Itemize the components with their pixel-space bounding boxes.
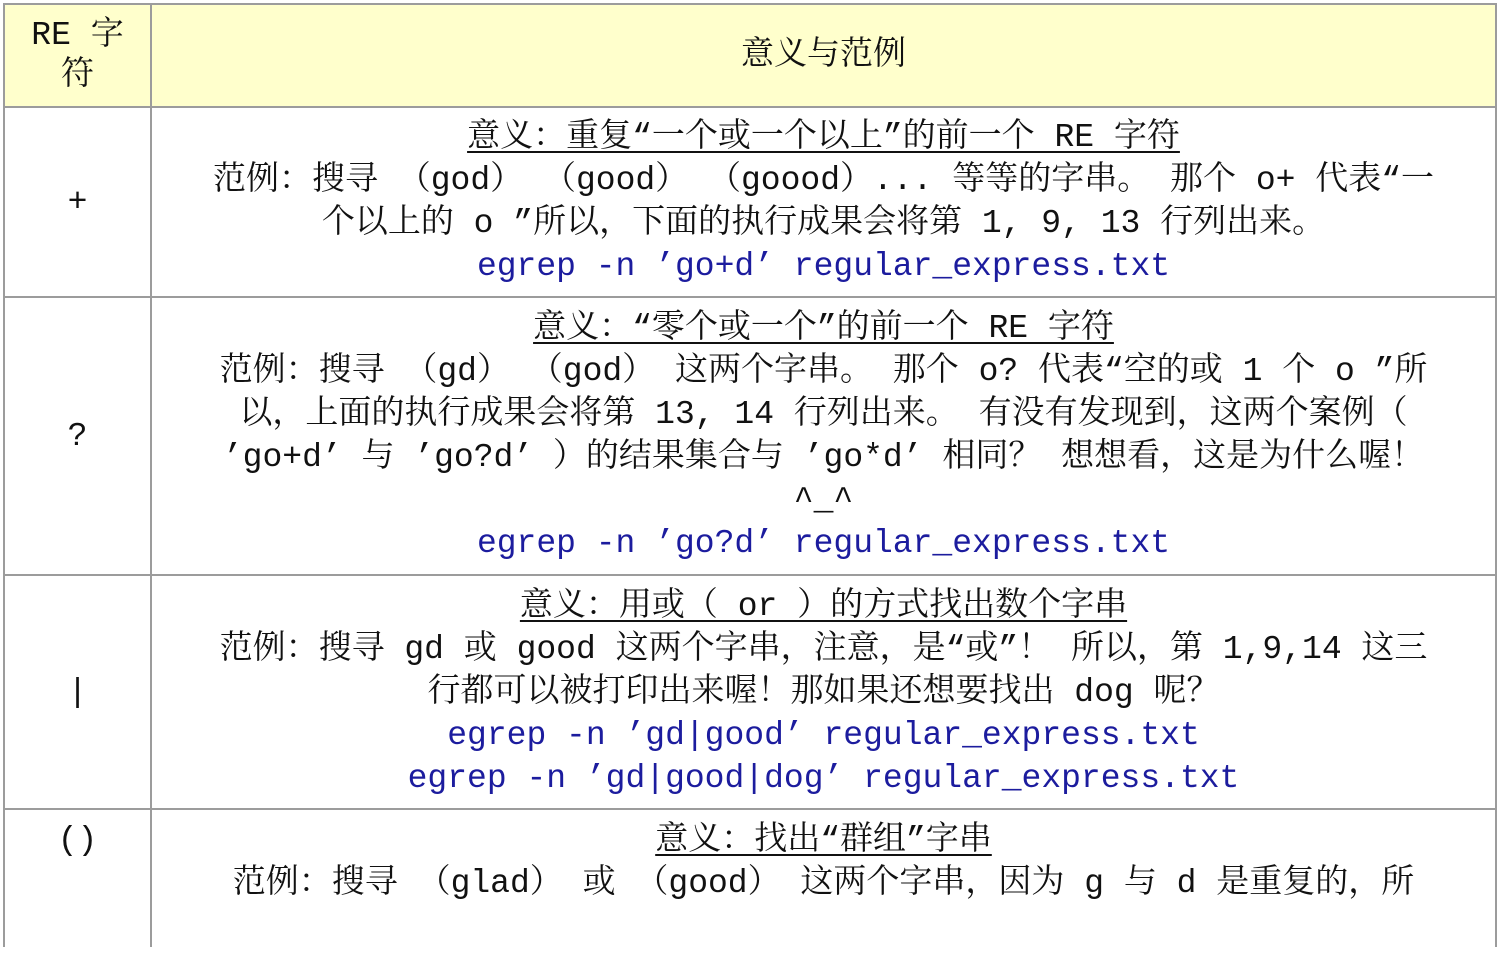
re-char-symbol: + [67, 183, 88, 221]
header-re-char-line: RE 字 [31, 16, 124, 54]
command-line: egrep -n ’go+d’ regular_express.txt [476, 248, 1171, 285]
meaning-text: 意义：用或（ or ）的方式找出数个字串 [519, 587, 1128, 625]
example-line: 个以上的 o ”所以，下面的执行成果会将第 1, 9, 13 行列出来。 [321, 205, 1326, 242]
re-char-cell [5, 810, 152, 947]
command-line: egrep -n ’go?d’ regular_express.txt [476, 525, 1171, 562]
re-char-cell [5, 108, 152, 296]
example-line: 范例：搜寻 gd 或 good 这两个字串，注意，是“或”！ 所以，第 1,9,14 这三 [219, 630, 1428, 668]
meaning-text: 意义：“零个或一个”的前一个 RE 字符 [533, 310, 1114, 347]
header-meaning-label: 意义与范例 [741, 37, 906, 74]
header-re-char-label [31, 16, 123, 96]
re-char-symbol: () [57, 822, 98, 859]
example-line: ’go+d’ 与 ’go?d’ ）的结果集合与 ’go*d’ 相同？ 想想看，这是为什么喔！ [222, 439, 1425, 476]
re-char-symbol: | [67, 673, 88, 711]
example-line: 行都可以被打印出来喔！那如果还想要找出 dog 呢？ [427, 673, 1220, 711]
meaning-example-cell [152, 298, 1495, 574]
re-char-symbol: ? [67, 417, 88, 455]
table-row [5, 298, 1495, 576]
table-row [5, 576, 1495, 810]
re-char-cell [5, 298, 152, 574]
example-line: 以，上面的执行成果会将第 13, 14 行列出来。 有没有发现到，这两个案例（ [239, 396, 1408, 433]
smiley-emoticon: ^_^ [793, 482, 854, 519]
re-char-cell [5, 576, 152, 808]
meaning-example-cell [152, 576, 1495, 808]
header-re-char-cell [5, 5, 152, 106]
table-row [5, 810, 1495, 947]
example-line: 范例：搜寻 （god） （good） （goood）... 等等的字串。 那个 o+ 代表“一 [212, 162, 1435, 199]
meaning-text: 意义：找出“群组”字串 [655, 822, 992, 859]
header-re-char-line: 符 [60, 56, 94, 94]
command-line: egrep -n ’gd|good’ regular_express.txt [447, 716, 1200, 754]
table-header-row [5, 5, 1495, 108]
command-line: egrep -n ’gd|good|dog’ regular_express.txt [407, 759, 1240, 797]
example-line: 范例：搜寻 （gd） （god） 这两个字串。 那个 o? 代表“空的或 1 个 o ”所 [219, 353, 1428, 390]
example-line: 范例：搜寻 （glad） 或 （good） 这两个字串，因为 g 与 d 是重复的，所 [232, 865, 1415, 902]
regex-table [3, 3, 1497, 947]
meaning-text: 意义：重复“一个或一个以上”的前一个 RE 字符 [467, 119, 1180, 156]
header-meaning-cell [152, 5, 1495, 106]
table-row [5, 108, 1495, 298]
meaning-example-cell [152, 108, 1495, 296]
meaning-example-cell [152, 810, 1495, 947]
